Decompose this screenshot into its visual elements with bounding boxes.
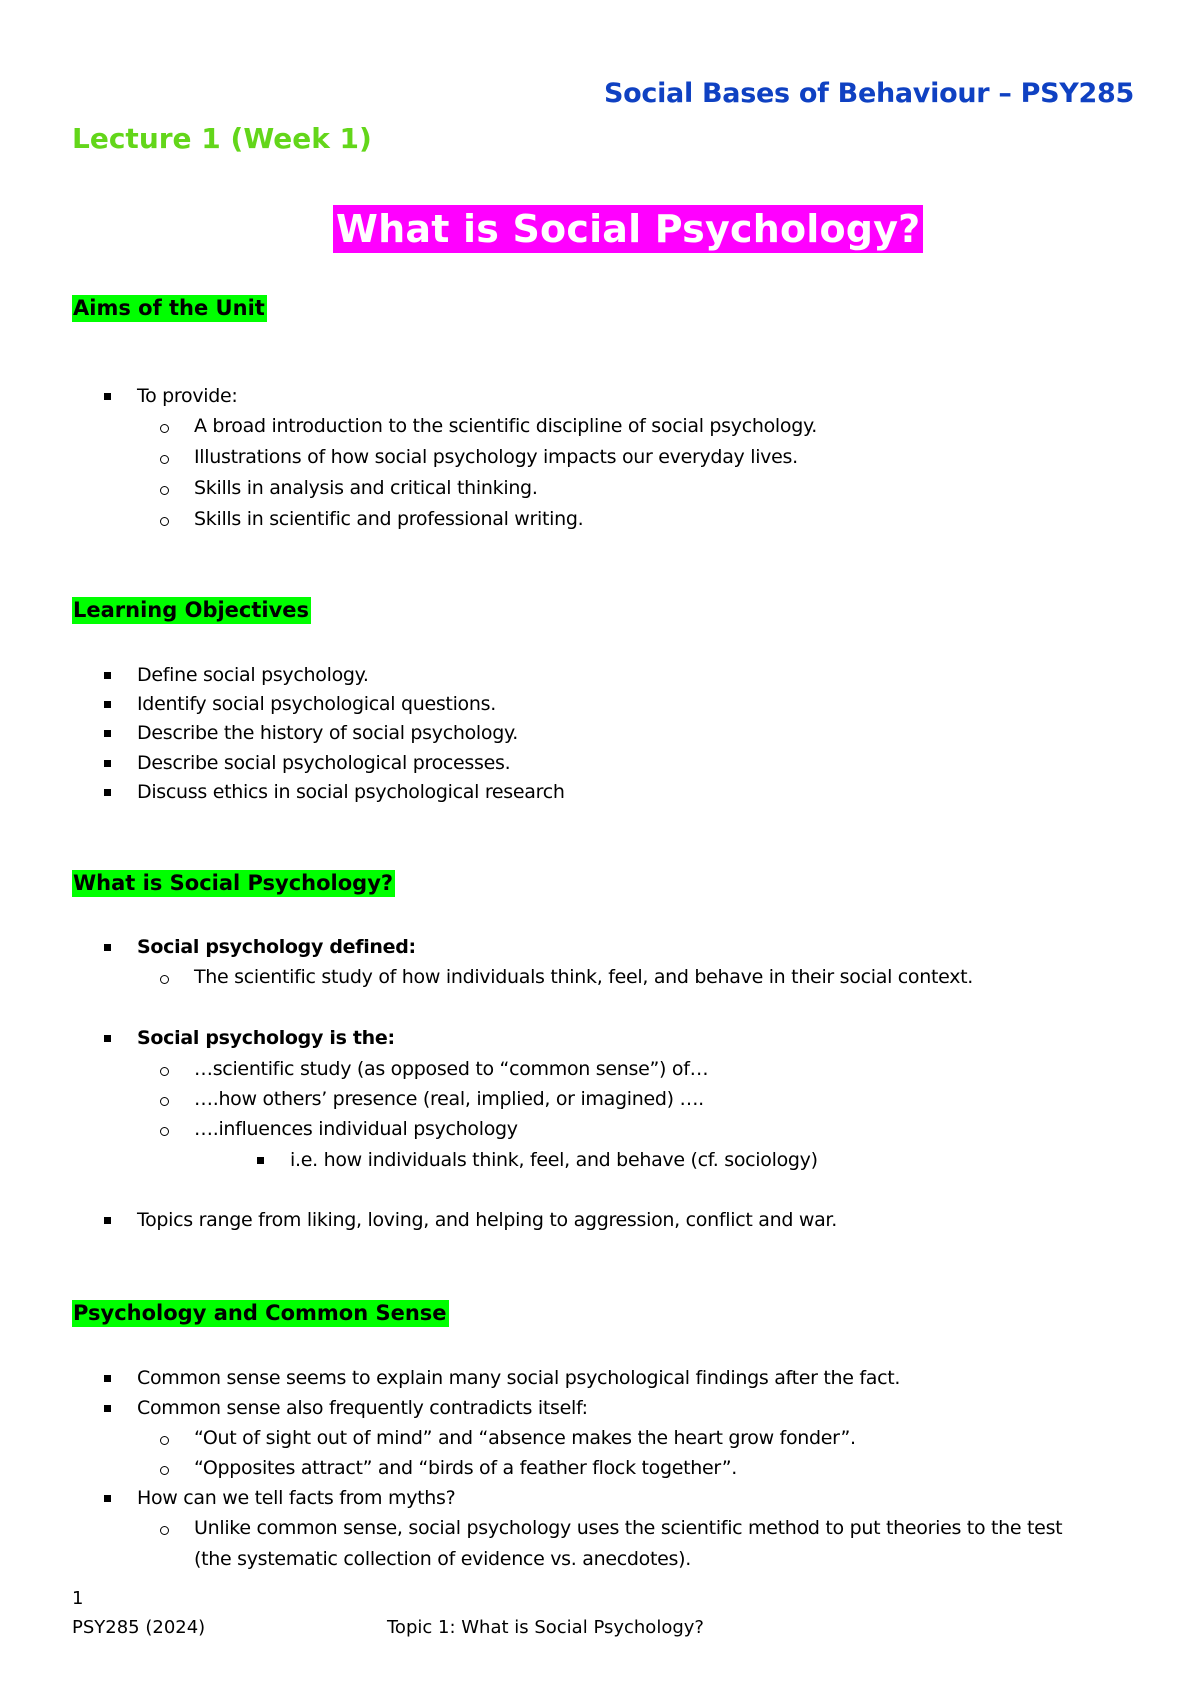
list-item: Topics range from liking, loving, and helping to aggression, conflict and war. <box>137 1209 837 1231</box>
section-heading-what: What is Social Psychology? <box>73 871 394 895</box>
square-bullet-icon <box>104 1495 111 1502</box>
section-heading-aims: Aims of the Unit <box>73 296 265 320</box>
square-bullet-icon <box>104 789 111 796</box>
circle-bullet-icon <box>160 424 169 433</box>
section-heading-objectives: Learning Objectives <box>73 598 310 622</box>
list-item: Define social psychology. <box>137 664 369 686</box>
section-heading-common-sense: Psychology and Common Sense <box>73 1301 447 1325</box>
list-item: ….influences individual psychology <box>194 1118 518 1140</box>
list-item: Describe the history of social psychology. <box>137 722 518 744</box>
circle-bullet-icon <box>160 455 169 464</box>
list-item: Common sense also frequently contradicts itself: <box>137 1397 588 1419</box>
square-bullet-icon <box>257 1157 264 1164</box>
course-title: Social Bases of Behaviour – PSY285 <box>604 78 1134 109</box>
circle-bullet-icon <box>160 1526 169 1535</box>
page-title: What is Social Psychology? <box>333 205 923 253</box>
list-item: The scientific study of how individuals think, feel, and behave in their social context. <box>194 966 974 988</box>
list-item: Skills in scientific and professional writing. <box>194 508 584 530</box>
square-bullet-icon <box>104 672 111 679</box>
list-item: Illustrations of how social psychology impacts our everyday lives. <box>194 446 798 468</box>
list-item: Social psychology is the: <box>137 1027 395 1049</box>
page-number: 1 <box>72 1588 84 1609</box>
circle-bullet-icon <box>160 517 169 526</box>
square-bullet-icon <box>104 760 111 767</box>
list-item: To provide: <box>137 385 238 407</box>
circle-bullet-icon <box>160 486 169 495</box>
square-bullet-icon <box>104 1405 111 1412</box>
lecture-label: Lecture 1 (Week 1) <box>72 122 372 155</box>
list-item: Skills in analysis and critical thinking. <box>194 477 538 499</box>
list-item: ….how others’ presence (real, implied, or imagined) …. <box>194 1088 704 1110</box>
list-item: Discuss ethics in social psychological research <box>137 781 565 803</box>
square-bullet-icon <box>104 944 111 951</box>
square-bullet-icon <box>104 701 111 708</box>
square-bullet-icon <box>104 1035 111 1042</box>
list-item: Unlike common sense, social psychology uses the scientific method to put theories to the test <box>194 1517 1063 1539</box>
circle-bullet-icon <box>160 975 169 984</box>
footer-left: PSY285 (2024) <box>72 1617 206 1638</box>
circle-bullet-icon <box>160 1466 169 1475</box>
list-item: Identify social psychological questions. <box>137 693 496 715</box>
circle-bullet-icon <box>160 1097 169 1106</box>
list-item: i.e. how individuals think, feel, and behave (cf. sociology) <box>290 1149 818 1171</box>
square-bullet-icon <box>104 393 111 400</box>
square-bullet-icon <box>104 1217 111 1224</box>
list-item: How can we tell facts from myths? <box>137 1487 456 1509</box>
square-bullet-icon <box>104 1375 111 1382</box>
list-item: …scientific study (as opposed to “common sense”) of… <box>194 1058 709 1080</box>
list-item: Common sense seems to explain many social psychological findings after the fact. <box>137 1367 901 1389</box>
list-item: “Out of sight out of mind” and “absence makes the heart grow fonder”. <box>194 1427 856 1449</box>
square-bullet-icon <box>104 730 111 737</box>
list-item: Describe social psychological processes. <box>137 752 511 774</box>
circle-bullet-icon <box>160 1436 169 1445</box>
list-item-continuation: (the systematic collection of evidence vs. anecdotes). <box>194 1548 691 1570</box>
footer-center: Topic 1: What is Social Psychology? <box>387 1617 704 1638</box>
list-item: A broad introduction to the scientific discipline of social psychology. <box>194 415 817 437</box>
list-item: “Opposites attract” and “birds of a feather flock together”. <box>194 1457 738 1479</box>
circle-bullet-icon <box>160 1067 169 1076</box>
circle-bullet-icon <box>160 1127 169 1136</box>
list-item: Social psychology defined: <box>137 936 416 958</box>
